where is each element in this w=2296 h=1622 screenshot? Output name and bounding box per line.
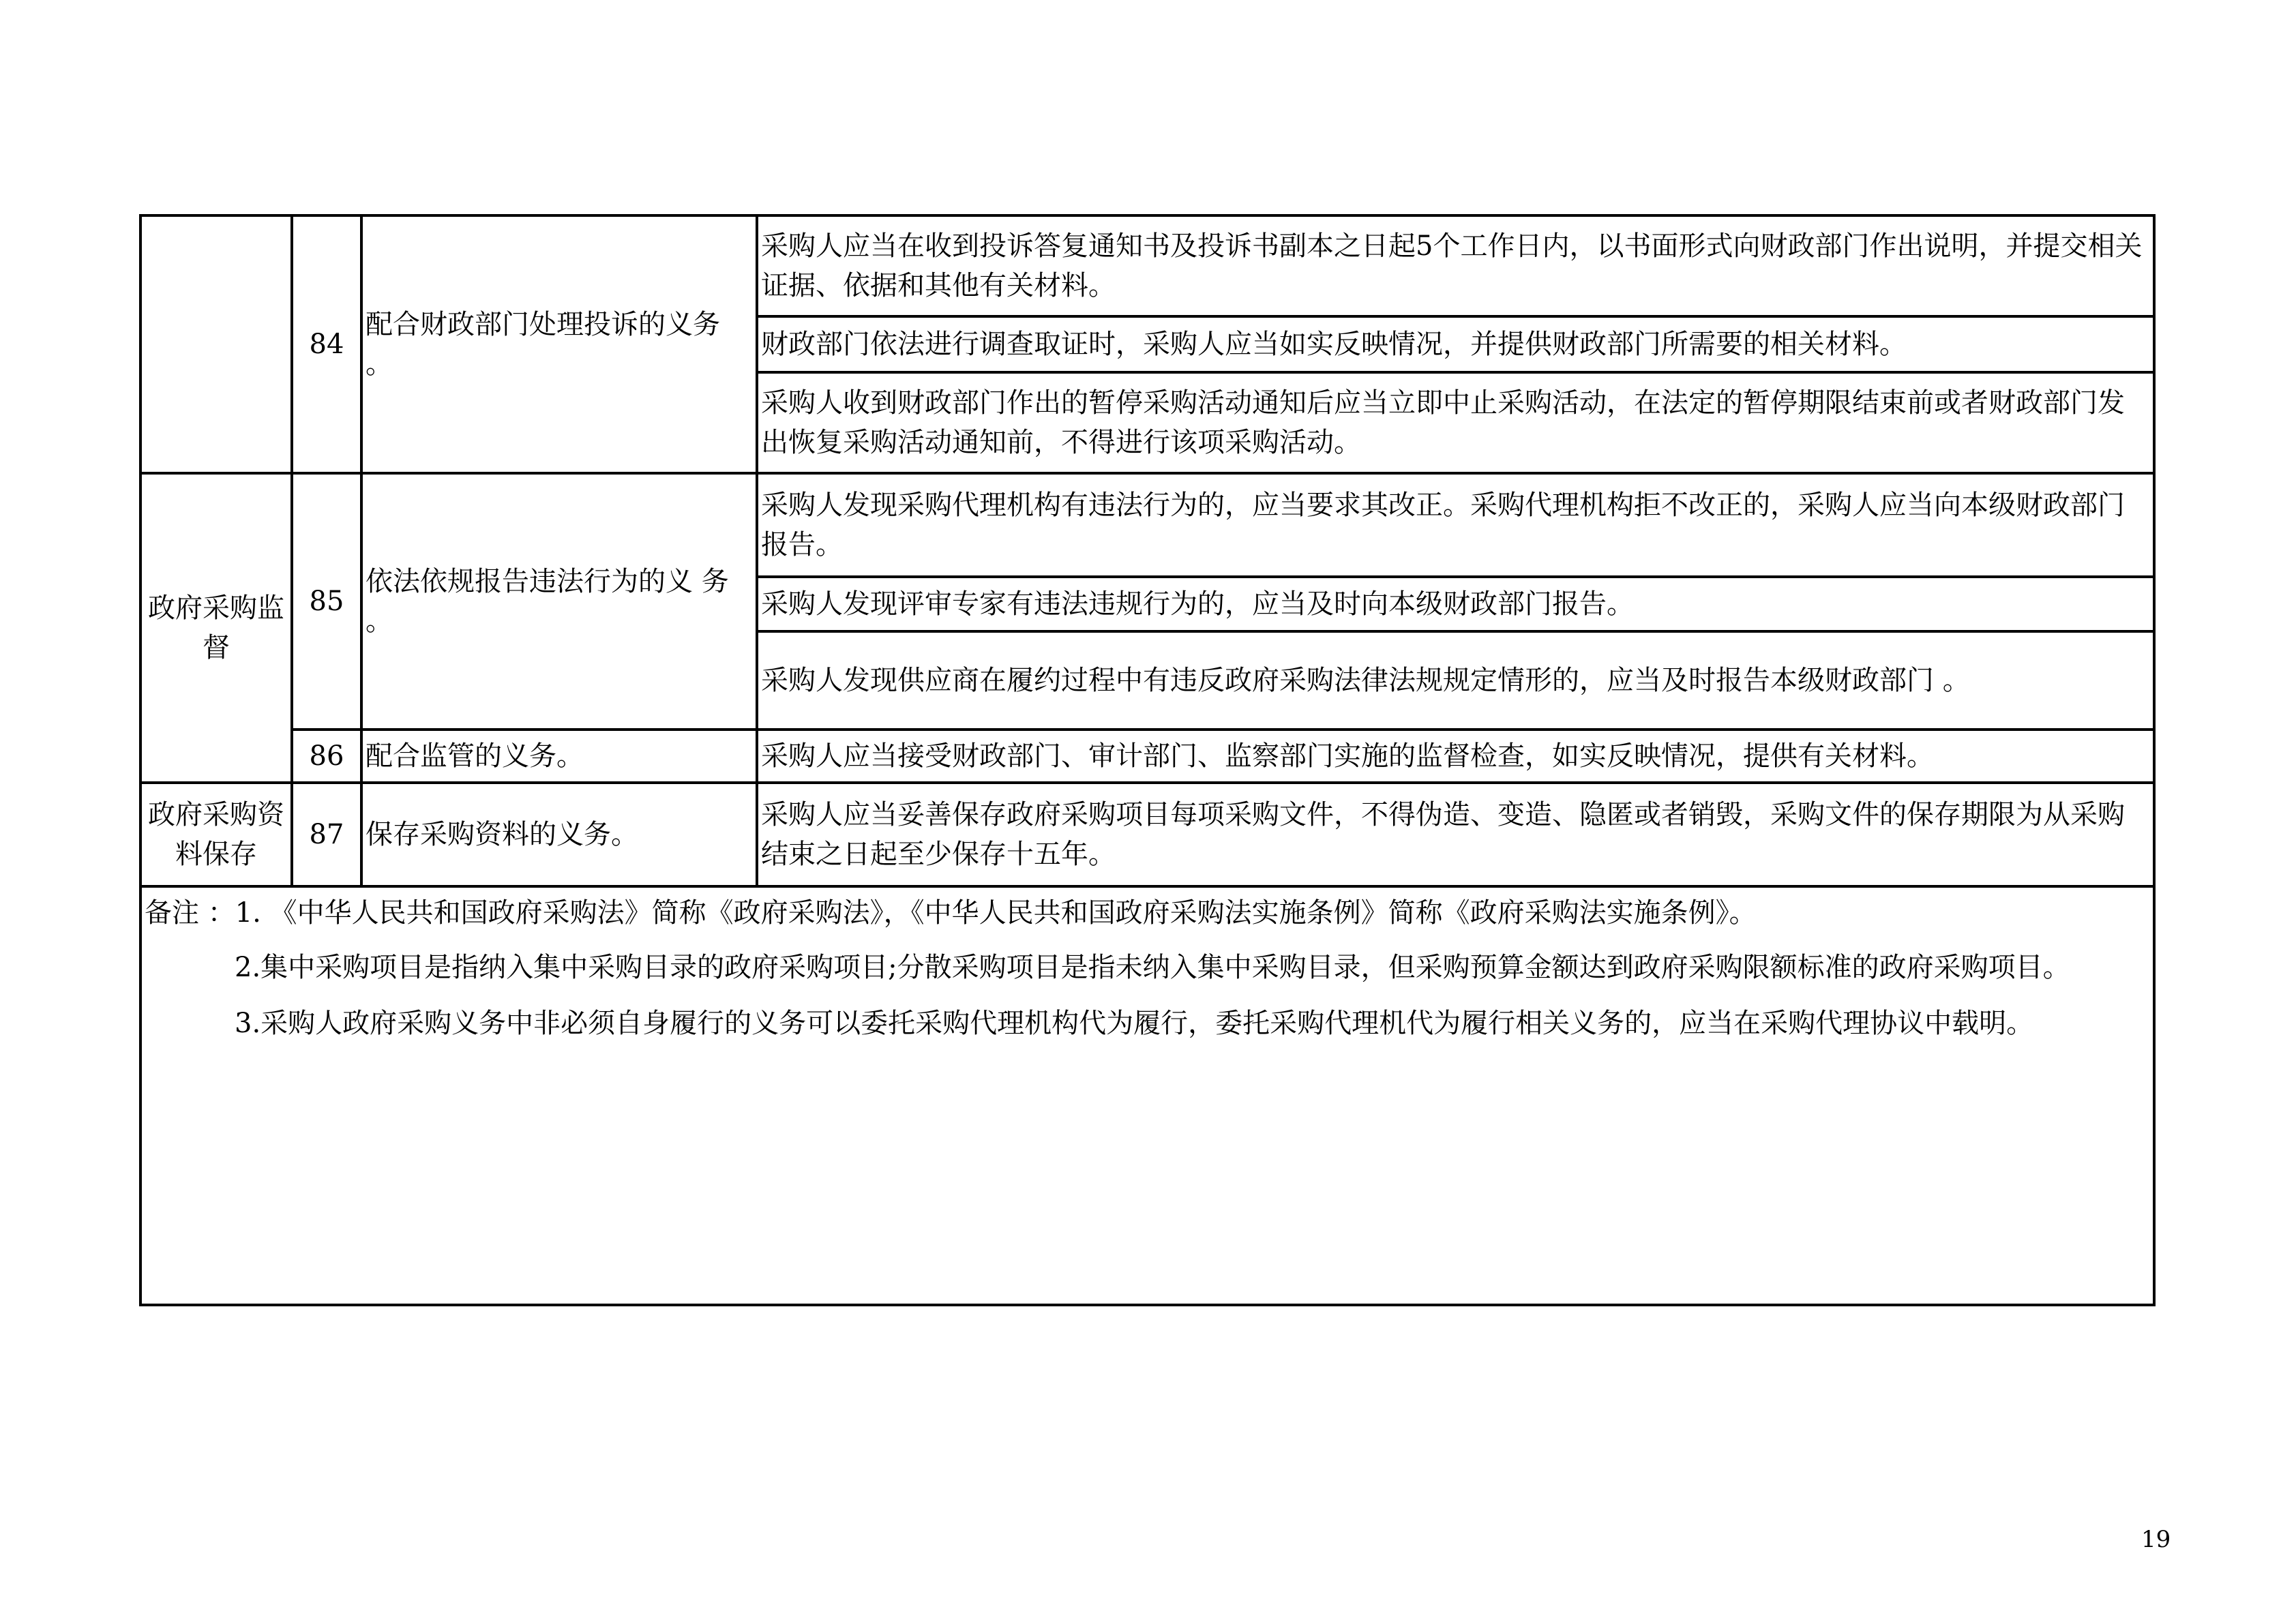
duty-cell-85: 依法依规报告违法行为的义 务 。 [361,473,757,730]
table-row-87 [140,783,2154,886]
table-row-84-req-1 [140,215,2154,316]
category-cell-continued [140,215,292,473]
requirement-cell: 采购人收到财政部门作出的暂停采购活动通知后应当立即中止采购活动，在法定的暂停期限结束前或者财政部门发出恢复采购活动通知前，不得进行该项采购活动。 [757,372,2154,473]
item-number-85: 85 [292,473,361,730]
requirement-cell: 采购人应当接受财政部门、审计部门、监察部门实施的监督检查，如实反映情况，提供有关材料。 [757,730,2154,783]
duty-cell-87: 保存采购资料的义务。 [361,783,757,886]
requirement-cell: 采购人发现供应商在履约过程中有违反政府采购法律法规规定情形的，应当及时报告本级财政部门 。 [757,631,2154,730]
remark-note-2: 2.集中采购项目是指纳入集中采购目录的政府采购项目;分散采购项目是指未纳入集中采购目录，但采购预算金额达到政府采购限额标准的政府采购项目。 [235,952,2070,983]
procurement-duty-table [139,214,2156,1306]
page-number: 19 [2141,1526,2171,1553]
table-row-85-req-1 [140,473,2154,577]
item-number-84: 84 [292,215,361,473]
duty-cell-84: 配合财政部门处理投诉的义务 。 [361,215,757,473]
requirement-cell: 采购人应当在收到投诉答复通知书及投诉书副本之日起5个工作日内，以书面形式向财政部门作出说明，并提交相关证据、依据和其他有关材料。 [757,215,2154,316]
item-number-87: 87 [292,783,361,886]
requirement-cell: 采购人发现评审专家有违法违规行为的，应当及时向本级财政部门报告。 [757,577,2154,631]
category-cell-supervision: 政府采购监督 [140,473,292,783]
table-row-86 [140,730,2154,783]
category-cell-archive: 政府采购资料保存 [140,783,292,886]
duty-cell-86: 配合监管的义务。 [361,730,757,783]
duty-table-wrapper [139,214,2153,1306]
remarks-cell [140,886,2154,1305]
remark-note-1: 备注 ：1. 《中华人民共和国政府采购法》简称《政府采购法》，《中华人民共和国政府采购法实施条例》简称《政府采购法实施条例》。 [145,897,1757,929]
remarks-row [140,886,2154,1305]
requirement-cell: 采购人发现采购代理机构有违法行为的，应当要求其改正。采购代理机构拒不改正的，采购人应当向本级财政部门报告。 [757,473,2154,577]
requirement-cell: 财政部门依法进行调查取证时，采购人应当如实反映情况，并提供财政部门所需要的相关材料。 [757,316,2154,372]
requirement-cell: 采购人应当妥善保存政府采购项目每项采购文件，不得伪造、变造、隐匿或者销毁，采购文件的保存期限为从采购结束之日起至少保存十五年。 [757,783,2154,886]
item-number-86: 86 [292,730,361,783]
remark-note-3: 3.采购人政府采购义务中非必须自身履行的义务可以委托采购代理机构代为履行，委托采购代理机代为履行相关义务的，应当在采购代理协议中载明。 [235,1008,2034,1039]
